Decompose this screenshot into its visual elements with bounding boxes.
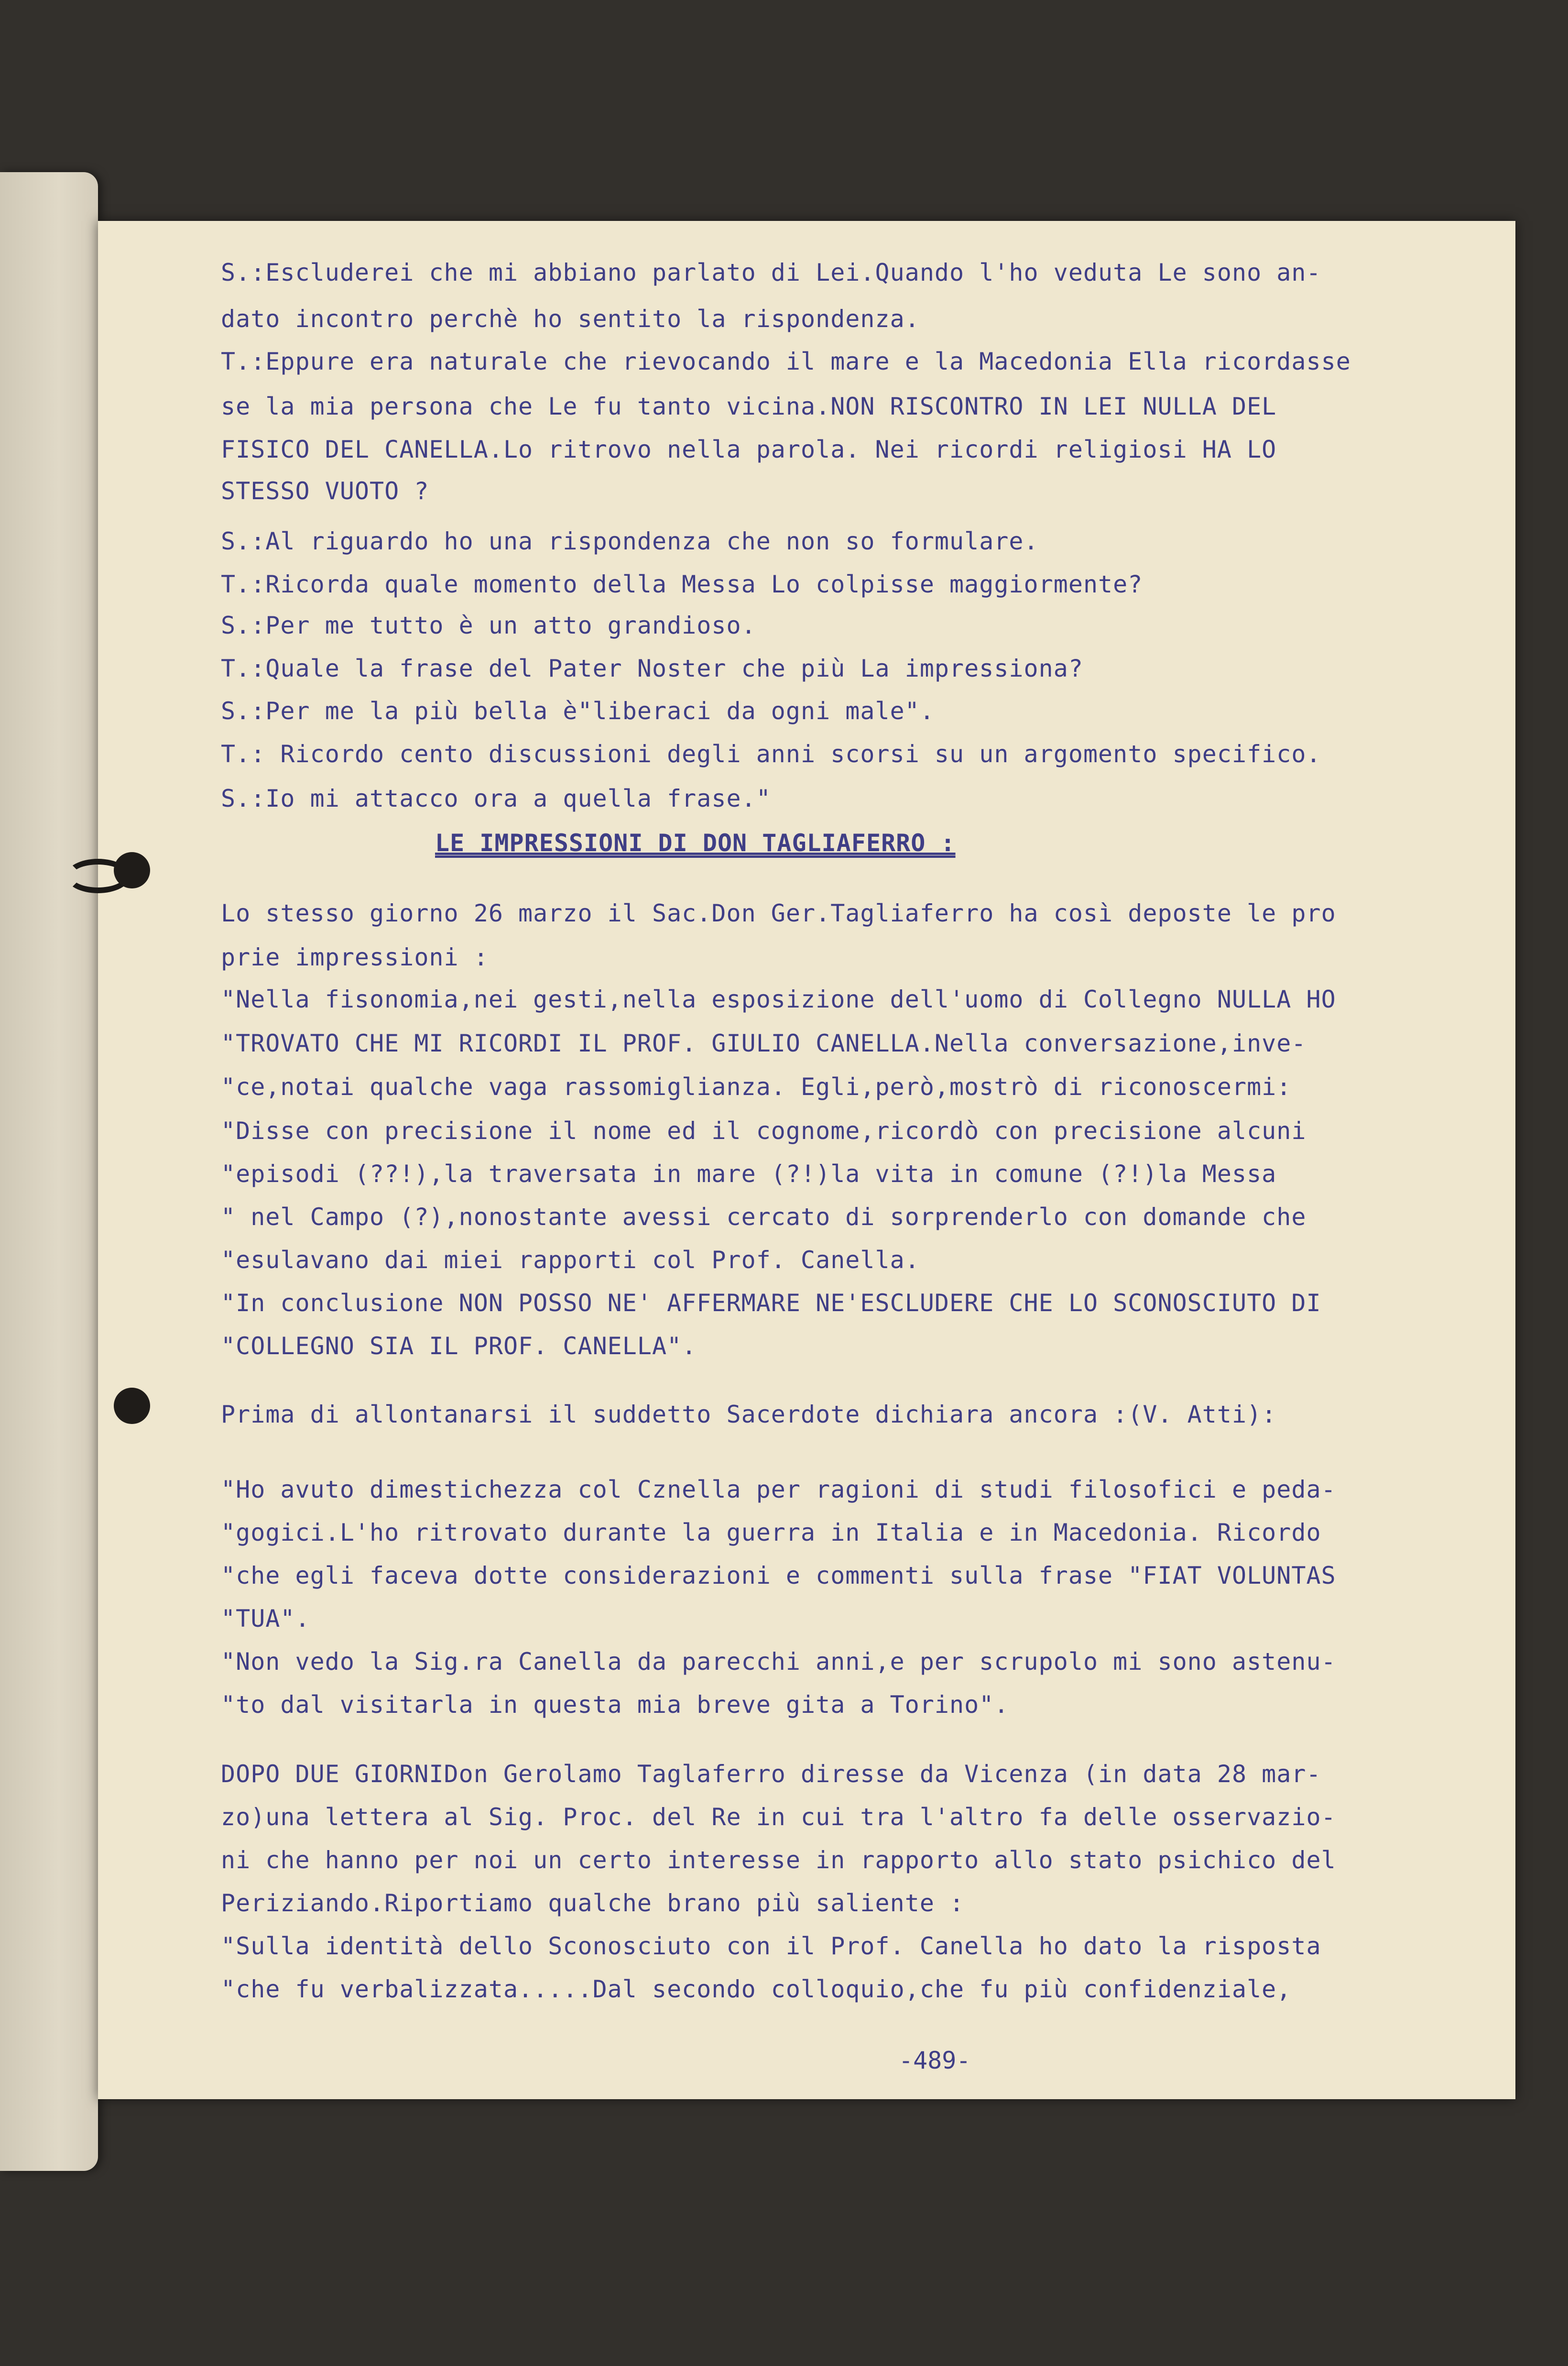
- text-line: zo)una lettera al Sig. Proc. del Re in cui tra l'altro fa delle osservazio-: [221, 1803, 1336, 1831]
- text-line: " nel Campo (?),nonostante avessi cercato di sorprenderlo con domande che: [221, 1203, 1307, 1231]
- punch-hole-upper: [114, 852, 150, 888]
- text-line: S.:Io mi attacco ora a quella frase.": [221, 785, 771, 812]
- text-line: S.:Al riguardo ho una rispondenza che non so formulare.: [221, 527, 1039, 555]
- text-line: "COLLEGNO SIA IL PROF. CANELLA".: [221, 1332, 697, 1360]
- text-line: T.: Ricordo cento discussioni degli anni scorsi su un argomento specifico.: [221, 740, 1321, 768]
- text-line: "TROVATO CHE MI RICORDI IL PROF. GIULIO CANELLA.Nella conversazione,inve-: [221, 1030, 1307, 1057]
- text-line: Prima di allontanarsi il suddetto Sacerdote dichiara ancora :(V. Atti):: [221, 1401, 1277, 1428]
- text-line: "che egli faceva dotte considerazioni e commenti sulla frase "FIAT VOLUNTAS: [221, 1562, 1336, 1589]
- text-line: "gogici.L'ho ritrovato durante la guerra in Italia e in Macedonia. Ricordo: [221, 1519, 1321, 1546]
- section-heading: LE IMPRESSIONI DI DON TAGLIAFERRO :: [435, 829, 956, 857]
- left-page-edge: [0, 172, 98, 2171]
- text-line: S.:Per me tutto è un atto grandioso.: [221, 612, 756, 639]
- text-line: S.:Per me la più bella è"liberaci da ogni male".: [221, 697, 935, 725]
- punch-hole-lower: [114, 1388, 150, 1424]
- text-line: FISICO DEL CANELLA.Lo ritrovo nella parola. Nei ricordi religiosi HA LO: [221, 436, 1277, 463]
- text-line: se la mia persona che Le fu tanto vicina.NON RISCONTRO IN LEI NULLA DEL: [221, 393, 1277, 420]
- text-line: "In conclusione NON POSSO NE' AFFERMARE NE'ESCLUDERE CHE LO SCONOSCIUTO DI: [221, 1289, 1321, 1317]
- text-line: DOPO DUE GIORNIDon Gerolamo Taglaferro diresse da Vicenza (in data 28 mar-: [221, 1760, 1321, 1788]
- text-line: T.:Quale la frase del Pater Noster che più La impressiona?: [221, 655, 1083, 682]
- text-line: "che fu verbalizzata.....Dal secondo colloquio,che fu più confidenziale,: [221, 1975, 1292, 2003]
- page-number: -489-: [899, 2047, 971, 2074]
- text-line: "episodi (??!),la traversata in mare (?!)la vita in comune (?!)la Messa: [221, 1160, 1277, 1188]
- text-line: prie impressioni :: [221, 943, 489, 971]
- text-line: "TUA".: [221, 1605, 310, 1632]
- text-line: Periziando.Riportiamo qualche brano più saliente :: [221, 1889, 965, 1917]
- text-line: "ce,notai qualche vaga rassomiglianza. Egli,però,mostrò di riconoscermi:: [221, 1073, 1292, 1101]
- text-line: ni che hanno per noi un certo interesse in rapporto allo stato psichico del: [221, 1846, 1336, 1874]
- text-line: T.:Ricorda quale momento della Messa Lo colpisse maggiormente?: [221, 570, 1143, 598]
- text-line: STESSO VUOTO ?: [221, 477, 429, 505]
- text-line: "Ho avuto dimestichezza col Cznella per ragioni di studi filosofici e peda-: [221, 1476, 1336, 1503]
- text-line: Lo stesso giorno 26 marzo il Sac.Don Ger.Tagliaferro ha così deposte le pro: [221, 899, 1336, 927]
- text-line: "Sulla identità dello Sconosciuto con il Prof. Canella ho dato la risposta: [221, 1932, 1321, 1960]
- text-line: "Non vedo la Sig.ra Canella da parecchi anni,e per scrupolo mi sono astenu-: [221, 1648, 1336, 1676]
- text-line: "Nella fisonomia,nei gesti,nella esposizione dell'uomo di Collegno NULLA HO: [221, 986, 1336, 1013]
- text-line: "to dal visitarla in questa mia breve gita a Torino".: [221, 1691, 1009, 1719]
- text-line: T.:Eppure era naturale che rievocando il mare e la Macedonia Ella ricordasse: [221, 348, 1351, 375]
- text-line: S.:Escluderei che mi abbiano parlato di Lei.Quando l'ho veduta Le sono an-: [221, 259, 1321, 286]
- text-line: "esulavano dai miei rapporti col Prof. Canella.: [221, 1246, 920, 1274]
- text-line: dato incontro perchè ho sentito la rispondenza.: [221, 305, 920, 333]
- text-line: "Disse con precisione il nome ed il cognome,ricordò con precisione alcuni: [221, 1117, 1307, 1145]
